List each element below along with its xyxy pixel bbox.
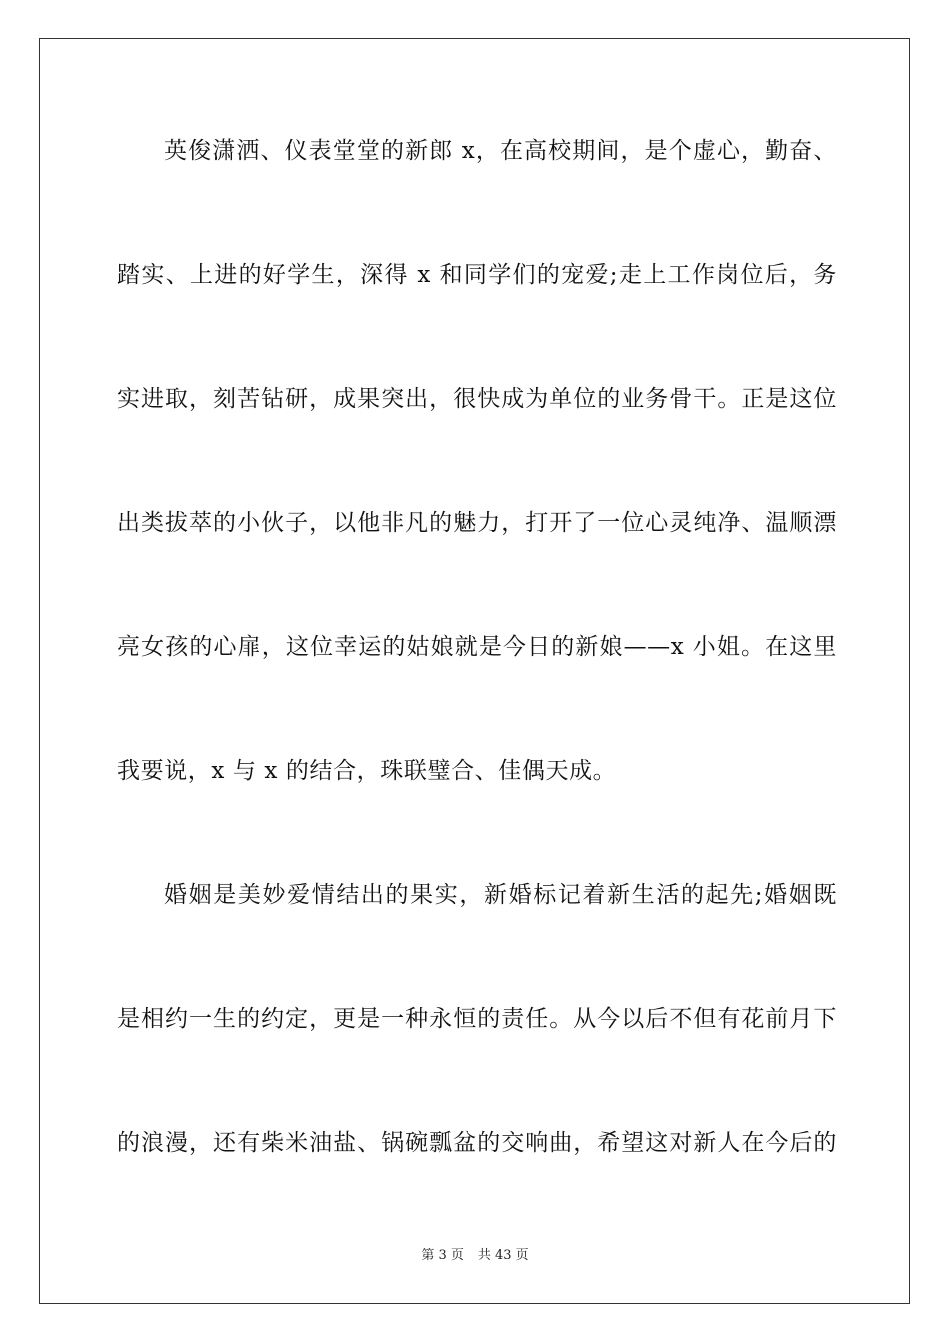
- paragraph-1-line-4: 出类拔萃的小伙子，以他非凡的魅力，打开了一位心灵纯净、温顺漂: [117, 510, 837, 536]
- paragraph-1-line-6: 我要说，x 与 x 的结合，珠联璧合、佳偶天成。: [117, 758, 617, 784]
- paragraph-2-line-2: 是相约一生的约定，更是一种永恒的责任。从今以后不但有花前月下: [117, 1006, 837, 1032]
- paragraph-2-line-3: 的浪漫，还有柴米油盐、锅碗瓢盆的交响曲，希望这对新人在今后的: [117, 1130, 837, 1156]
- paragraph-1-line-5: 亮女孩的心扉，这位幸运的姑娘就是今日的新娘——x 小姐。在这里: [117, 634, 837, 660]
- page-total: 共 43 页: [477, 1248, 529, 1263]
- paragraph-1-line-3: 实进取，刻苦钻研，成果突出，很快成为单位的业务骨干。正是这位: [117, 386, 837, 412]
- page-footer: [0, 1248, 950, 1264]
- paragraph-2-line-1: 婚姻是美妙爱情结出的果实，新婚标记着新生活的起先;婚姻既: [164, 882, 837, 908]
- paragraph-1-line-1: 英俊潇洒、仪表堂堂的新郎 x，在高校期间，是个虚心，勤奋、: [164, 138, 837, 164]
- page-border: [39, 38, 910, 1304]
- paragraph-1-line-2: 踏实、上进的好学生，深得 x 和同学们的宠爱;走上工作岗位后，务: [117, 262, 837, 288]
- page-number: 第 3 页: [421, 1248, 464, 1263]
